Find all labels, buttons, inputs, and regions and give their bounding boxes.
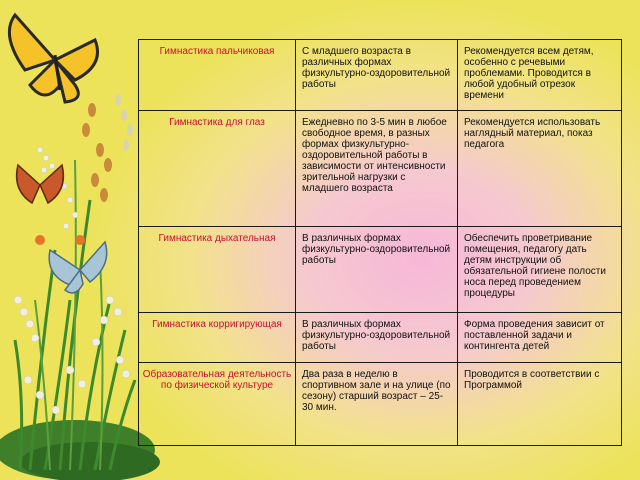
table-row (139, 313, 622, 362)
activity-name: Гимнастика дыхательная (139, 226, 296, 312)
activity-notes: Рекомендуется использовать наглядный материал, показ педагога (458, 111, 622, 227)
table-row (139, 40, 622, 111)
activity-timing: Два раза в неделю в спортивном зале и на улице (по сезону) старший возраст – 25-30 мин. (296, 362, 458, 445)
exercise-table (138, 39, 622, 446)
orange-butterfly (17, 165, 64, 203)
activity-name: Образовательная деятельность по физической культуре (139, 362, 296, 445)
brown-seed-heads (82, 103, 112, 202)
activity-name: Гимнастика для глаз (139, 111, 296, 227)
blue-butterfly (49, 242, 107, 293)
table-row (139, 111, 622, 227)
activity-notes: Обеспечить проветривание помещения, педагогу дать детям инструкции об обязательной гигиене полости носа перед проведением процедуры (458, 226, 622, 312)
activity-name: Гимнастика пальчиковая (139, 40, 296, 111)
wheat-stalks (115, 94, 133, 151)
table-row (139, 362, 622, 445)
activity-timing: В различных формах физкультурно-оздоровительной работы (296, 226, 458, 312)
activity-timing: В различных формах физкультурно-оздоровительной работы (296, 313, 458, 362)
activity-notes: Проводится в соответствии с Программой (458, 362, 622, 445)
activity-notes: Рекомендуется всем детям, особенно с речевыми проблемами. Проводится в любой удобный отрезок времени (458, 40, 622, 111)
yellow-butterfly (9, 15, 97, 102)
activity-timing: Ежедневно по 3-5 мин в любое свободное время, в разных формах физкультурно-оздоровительной работы в зависимости от интенсивности зрительной нагрузки с младшего возраста (296, 111, 458, 227)
activity-name: Гимнастика корригирующая (139, 313, 296, 362)
activity-timing: С младшего возраста в различных формах физкультурно-оздоровительной работы (296, 40, 458, 111)
table-row (139, 226, 622, 312)
activity-notes: Форма проведения зависит от поставленной задачи и контингента детей (458, 313, 622, 362)
